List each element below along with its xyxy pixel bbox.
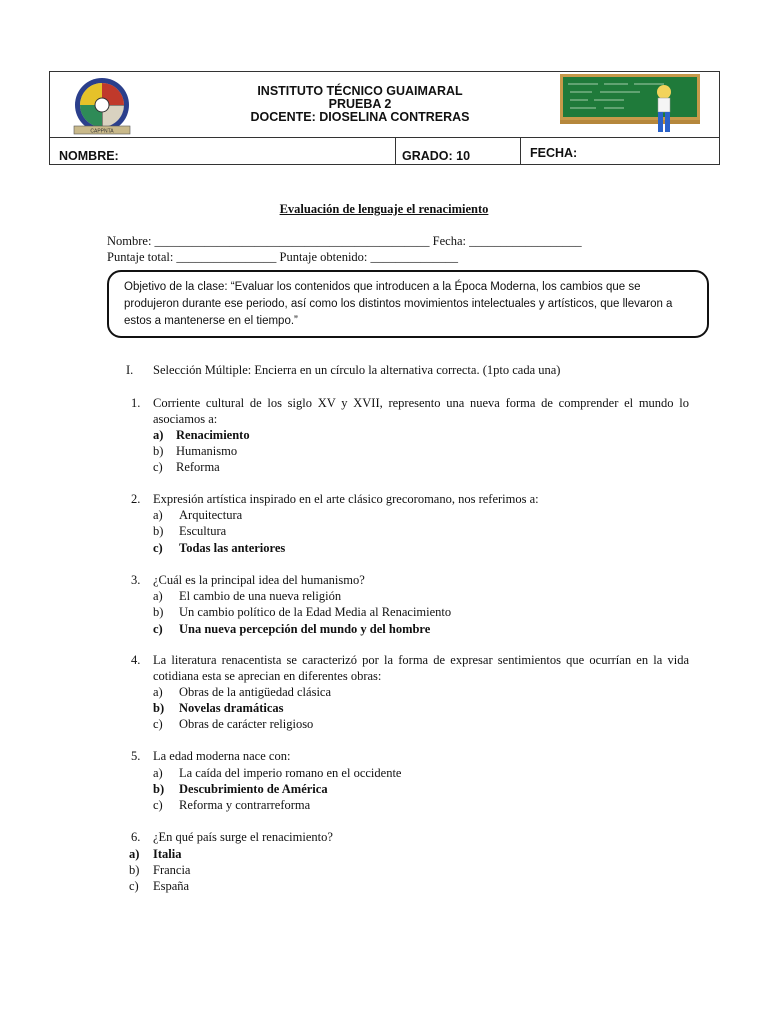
option-letter: b) (129, 863, 140, 877)
option-letter: c) (153, 622, 163, 636)
option-letter: a) (153, 766, 163, 780)
option-text: Novelas dramáticas (179, 701, 284, 715)
name-date-field: Nombre: ____________________________________________ Fecha: __________________ (107, 234, 582, 248)
option-letter: b) (153, 782, 165, 796)
option-letter: a) (129, 847, 140, 861)
name-label: NOMBRE: (59, 149, 119, 163)
section-numeral: I. (126, 363, 134, 377)
option-text: Francia (153, 863, 191, 877)
question-number: 6. (131, 830, 141, 844)
question-number: 3. (131, 573, 141, 587)
option-text: Reforma (176, 460, 220, 474)
grade-label: GRADO: 10 (402, 149, 471, 163)
option-text: Un cambio político de la Edad Media al Renacimiento (179, 605, 452, 619)
evaluation-title: Evaluación de lenguaje el renacimiento (279, 202, 489, 216)
option-text: Reforma y contrarreforma (179, 798, 311, 812)
option-text: Todas las anteriores (179, 541, 286, 555)
logo-caption: CAPPNTA (90, 128, 114, 135)
option-letter: a) (153, 589, 163, 603)
question-text: ¿En qué país surge el renacimiento? (153, 830, 333, 844)
header-col-divider (520, 137, 521, 164)
option-text: Arquitectura (179, 508, 243, 522)
option-text: Descubrimiento de América (179, 782, 328, 796)
option-text: Obras de carácter religioso (179, 717, 314, 731)
option-text: España (153, 879, 190, 893)
question-number: 5. (131, 749, 141, 763)
score-field: Puntaje total: ________________ Puntaje obtenido: ______________ (107, 250, 459, 264)
question-text: Corriente cultural de los siglo XV y XVII, represento una nueva forma de comprender el mundo lo asociamos a: (153, 396, 689, 426)
option-text: Renacimiento (176, 428, 250, 442)
date-label: FECHA: (530, 146, 578, 160)
header-col-divider (395, 137, 396, 164)
option-text: Humanismo (176, 444, 238, 458)
question-number: 4. (131, 653, 141, 667)
header-divider (50, 137, 719, 138)
teacher-name: DOCENTE: DIOSELINA CONTRERAS (250, 110, 470, 124)
objective-text: Objetivo de la clase: “Evaluar los contenidos que introducen a la Época Moderna, los cambios que se produjeron durante ese periodo, así como los distintos movimientos intelectuales y artísticos, que llevaron a estos a mantenerse en el tiempo.” (124, 281, 673, 327)
question-text: ¿Cuál es la principal idea del humanismo? (153, 573, 365, 587)
test-name: PRUEBA 2 (328, 97, 392, 111)
option-letter: b) (153, 444, 164, 458)
option-letter: a) (153, 685, 163, 699)
option-text: Escultura (179, 524, 227, 538)
question-text: La literatura renacentista se caracterizó por la forma de expresar sentimientos que ocurrían en la vida cotidiana esta se aprecian en diferentes obras: (153, 653, 689, 683)
option-text: Italia (153, 847, 182, 861)
section-heading: Selección Múltiple: Encierra en un círculo la alternativa correcta. (1pto cada una) (153, 363, 561, 377)
question-number: 1. (131, 396, 141, 410)
option-letter: c) (153, 717, 163, 731)
option-letter: c) (153, 798, 163, 812)
option-letter: b) (153, 701, 165, 715)
option-letter: a) (153, 428, 164, 442)
question-number: 2. (131, 492, 141, 506)
option-letter: b) (153, 524, 164, 538)
option-letter: c) (153, 460, 163, 474)
option-letter: b) (153, 605, 164, 619)
chalkboard-illustration (560, 74, 700, 136)
option-text: Obras de la antigüedad clásica (179, 685, 332, 699)
objective-box (107, 270, 709, 338)
option-text: El cambio de una nueva religión (179, 589, 342, 603)
question-text: Expresión artística inspirado en el arte clásico grecoromano, nos referimos a: (153, 492, 539, 506)
option-letter: c) (153, 541, 163, 555)
option-letter: a) (153, 508, 163, 522)
option-text: La caída del imperio romano en el occidente (179, 766, 402, 780)
question-text: La edad moderna nace con: (153, 749, 291, 763)
option-text: Una nueva percepción del mundo y del hombre (179, 622, 431, 636)
option-letter: c) (129, 879, 139, 893)
institute-name: INSTITUTO TÉCNICO GUAIMARAL (257, 84, 463, 98)
school-logo (62, 76, 142, 136)
